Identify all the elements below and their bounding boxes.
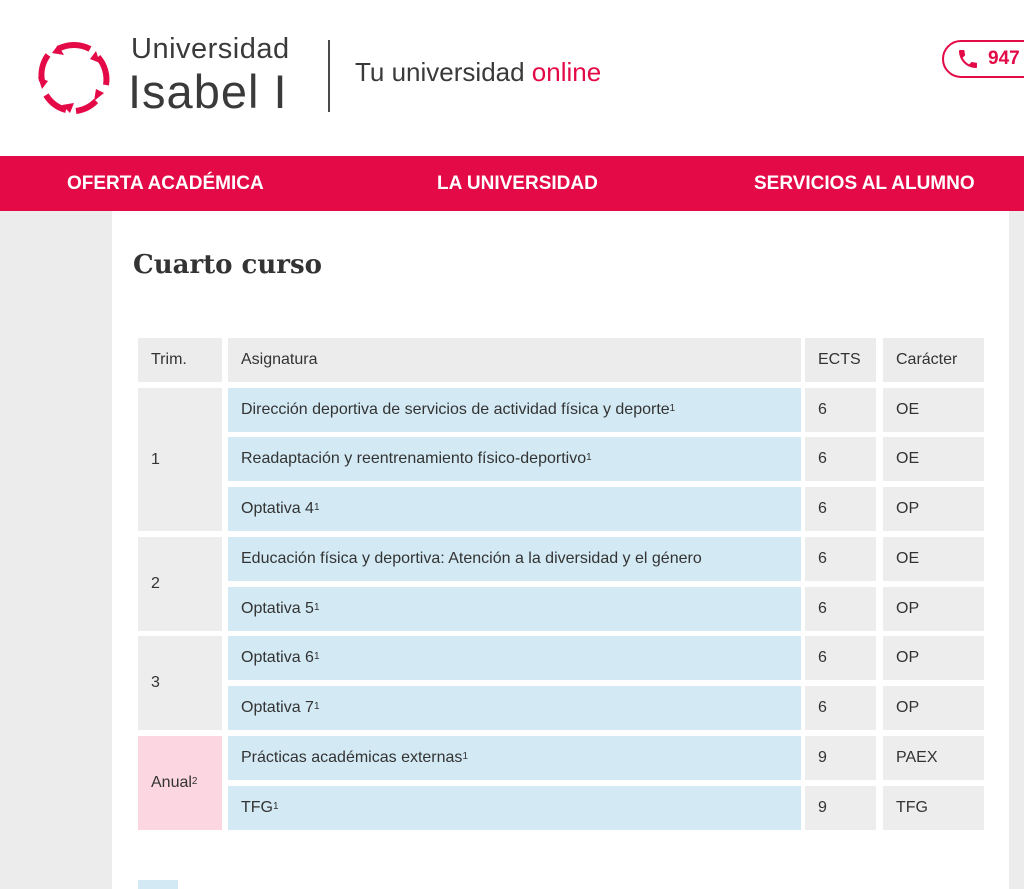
main-nav [0,156,1024,211]
header-trim: Trim. [138,338,222,382]
caracter-cell: OP [883,587,984,631]
section-title: Cuarto curso [133,250,322,280]
tagline-main: Tu universidad [355,57,532,87]
subject-name: Readaptación y reentrenamiento físico-deportivo [241,450,587,467]
subject-name: Optativa 4 [241,500,314,517]
header-asignatura: Asignatura [228,338,801,382]
caracter-cell: OE [883,537,984,581]
header-ects: ECTS [805,338,876,382]
subject-cell[interactable] [228,537,801,581]
trim-label: 1 [151,450,160,468]
tagline-accent: online [531,57,602,87]
caracter-cell: OE [883,388,984,432]
ects-cell: 9 [805,736,876,780]
subject-cell[interactable]: Readaptación y reentrenamiento físico-deportivo $^1$ [228,437,801,481]
ects-cell: 6 [805,388,876,432]
subject-name: Prácticas académicas externas [241,749,463,766]
caracter-cell: TFG [883,786,984,830]
subject-name: TFG [241,799,273,816]
university-logo-icon[interactable] [34,35,114,117]
trim-label: 3 [151,674,160,691]
subject-name: Optativa 6 [241,649,314,666]
phone-icon [956,47,980,71]
caracter-cell: PAEX [883,736,984,780]
ects-cell: 6 [805,587,876,631]
ects-cell: 6 [805,537,876,581]
ects-cell: 6 [805,437,876,481]
brand-name-line2: Isabel I [128,65,288,118]
subject-cell[interactable]: Optativa 6 $^1$ [228,636,801,680]
legend-swatch [138,880,178,889]
header-caracter: Carácter [883,338,984,382]
subject-cell[interactable]: TFG $^1$ [228,786,801,830]
trim-cell [138,636,222,730]
trim-cell: Anual $^2$ [138,736,222,830]
ects-cell: 6 [805,686,876,730]
trim-label: Anual [151,774,192,791]
nav-servicios-al-alumno[interactable]: SERVICIOS AL ALUMNO [754,173,975,194]
caracter-cell: OP [883,636,984,680]
site-header [0,0,1024,156]
tagline [355,57,601,88]
subject-name: Optativa 7 [241,699,314,716]
brand-divider [328,40,330,112]
subject-cell[interactable]: Optativa 5 $^1$ [228,587,801,631]
nav-oferta-academica[interactable]: OFERTA ACADÉMICA [67,173,264,194]
trim-label: 2 [151,575,160,592]
caracter-cell: OE [883,437,984,481]
subject-cell[interactable]: Prácticas académicas externas $^1$ [228,736,801,780]
ects-cell: 6 [805,487,876,531]
caracter-cell: OP [883,686,984,730]
nav-la-universidad[interactable]: LA UNIVERSIDAD [437,173,598,194]
brand-name-line1: Universidad [131,33,290,65]
phone-number: 947 [988,48,1020,69]
subject-cell[interactable]: Dirección deportiva de servicios de actividad física y deporte $^1$ [228,388,801,432]
subject-name: Educación física y deportiva: Atención a la diversidad y el género [241,550,702,567]
subject-name: Optativa 5 [241,600,314,617]
subject-name: Dirección deportiva de servicios de actividad física y deporte [241,401,670,418]
subject-cell[interactable]: Optativa 7 $^1$ [228,686,801,730]
trim-cell [138,388,222,531]
ects-cell: 6 [805,636,876,680]
subject-cell[interactable]: Optativa 4 $^1$ [228,487,801,531]
ects-cell: 9 [805,786,876,830]
phone-button[interactable] [942,40,1024,78]
caracter-cell: OP [883,487,984,531]
trim-cell [138,537,222,631]
